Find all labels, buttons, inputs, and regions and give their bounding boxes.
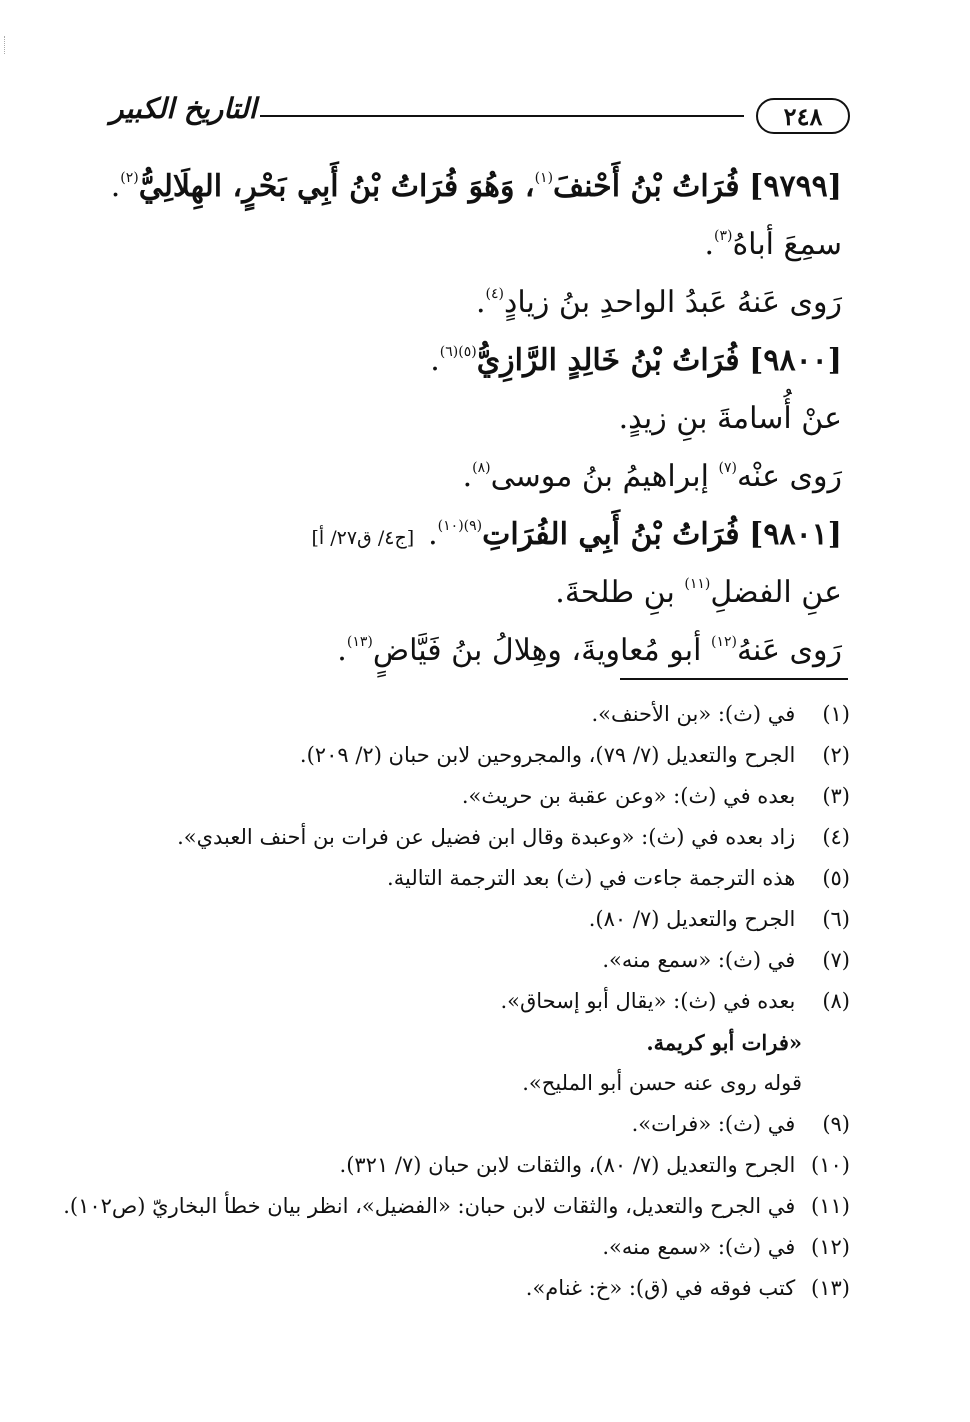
footnote-number: (١٢) [811,1235,850,1259]
footnote-number: (٥) [822,866,850,890]
line-text-rest: أبو مُعاويةَ، وهِلالُ بنُ فَيَّاضٍ [372,633,711,668]
footnote-text: زاد بعده في (ث): «وعبدة وقال ابن فضيل عن فرات بن أحنف العبدي». [177,825,796,849]
line-end: . [462,459,473,494]
footnote-number: (٦) [822,907,850,931]
footnotes [63,694,850,1309]
main-text [110,158,842,680]
entry-name: فُرَاتُ بْنُ خَالِدٍ الرَّازِيُّ [476,343,740,378]
footnote-ref[interactable]: (٢) [120,170,139,186]
entry-line [110,158,842,216]
header-rule [260,115,744,117]
footnote-number: (١١) [811,1194,850,1218]
text-line [122,564,842,622]
footnote-item [110,1268,850,1309]
line-end: . [337,633,347,668]
footnote-item [110,694,850,735]
footnote-ref[interactable]: (٥)(٦) [439,344,477,360]
footnote-item [110,940,850,981]
footnote-text: بعده في (ث): «وعن عقبة بن حريث». [461,784,796,808]
entry-number: [٩٨٠١] [749,517,842,552]
footnote-continuation [110,1063,850,1104]
text-line [122,274,842,332]
entry-name: فُرَاتُ بْنُ أَبِي الفُرَاتِ [482,517,740,552]
footnote-number: (٢) [822,743,850,767]
line-text-rest: إبراهيمُ بنُ موسى [490,459,719,494]
book-title: التاريخ الكبير [110,92,257,125]
footnote-text: في (ث): «بن الأحنف». [591,702,796,726]
line-end: . [704,227,714,262]
footnote-text: «فرات أبو كريمة. [646,1030,802,1055]
footnote-item [110,817,850,858]
footnote-text: كتب فوقه في (ق): «خ: غنام». [525,1276,796,1300]
page-header [110,92,850,142]
manuscript-reference: [ج٤/ ق٢٧/ أ] [311,527,415,549]
line-text: سمِعَ أباهُ [732,227,842,262]
footnote-text: في (ث): «سمع منه». [602,948,796,972]
footnote-number: (٧) [822,948,850,972]
footnote-ref[interactable]: (٣) [714,228,733,244]
footnote-item [63,1186,850,1227]
line-end: . [110,169,121,204]
footnote-ref[interactable]: (١٣) [346,634,373,650]
footnote-ref[interactable]: (٧) [718,460,737,476]
footnote-number: (١) [822,702,850,726]
footnote-item [110,858,850,899]
entry-line [122,332,842,390]
entry-number: [٩٧٩٩] [749,169,842,204]
footnote-ref[interactable]: (١٢) [710,634,737,650]
footnote-divider [620,678,848,680]
text-line [122,622,842,680]
line-end: . [428,517,438,552]
footnote-number: (٤) [822,825,850,849]
footnote-text: في (ث): «سمع منه». [602,1235,796,1259]
text-line [122,390,842,448]
text-line [122,448,842,506]
footnote-item [110,1227,850,1268]
footnote-number: (٣) [822,784,850,808]
entry-line [122,506,842,564]
footnote-item [110,899,850,940]
footnote-ref[interactable]: (٩)(١٠) [437,518,483,534]
footnote-item [110,776,850,817]
page-number-badge: ٢٤٨ [756,98,850,134]
footnote-ref[interactable]: (٤) [485,286,504,302]
entry-name: فُرَاتُ بْنُ أَحْنفَ [553,169,740,204]
entry-number: [٩٨٠٠] [749,343,842,378]
footnote-text: الجرح والتعديل (٧/ ٧٩)، والمجروحين لابن حبان (٢/ ٢٠٩). [299,743,796,767]
footnote-item [110,1145,850,1186]
line-text-rest: بنِ طلحةَ. [555,575,685,610]
footnote-text: بعده في (ث): «يقال أبو إسحاق». [500,989,796,1013]
footnote-number: (١٣) [811,1276,850,1300]
footnote-text: الجرح والتعديل (٧/ ٨٠)، والثقات لابن حبان (٧/ ٣٢١). [339,1153,796,1177]
line-end: . [430,343,440,378]
footnote-text: قوله روى عنه حسن أبو المليح». [522,1071,802,1095]
footnote-text: في (ث): «فرات». [631,1112,796,1136]
line-text: رَوى عَنهُ عَبدُ الواحدِ بنُ زيادٍ [504,285,842,320]
footnote-number: (٨) [822,989,850,1013]
footnote-number: (٩) [822,1112,850,1136]
footnote-text: في الجرح والتعديل، والثقات لابن حبان: «الفضيل»، انظر بيان خطأ البخاريّ (ص١٠٢). [63,1194,796,1218]
line-text: عنِ الفضلِ [710,575,842,610]
footnote-item [110,735,850,776]
line-text: رَوى عنْه [736,459,842,494]
text-line [122,216,842,274]
footnote-continuation [110,1022,850,1063]
scan-edge-mark [4,36,6,54]
footnote-item [110,981,850,1022]
footnote-number: (١٠) [811,1153,850,1177]
line-text: رَوى عَنهُ [736,633,842,668]
footnote-ref[interactable]: (١) [534,170,554,186]
footnote-text: هذه الترجمة جاءت في (ث) بعد الترجمة التالية. [387,866,796,890]
footnote-text: الجرح والتعديل (٧/ ٨٠). [588,907,796,931]
line-end: . [475,285,486,320]
line-text: عنْ أُسامةَ بنِ زيدٍ. [618,401,842,436]
footnote-item [110,1104,850,1145]
footnote-ref[interactable]: (٨) [472,460,491,476]
footnote-ref[interactable]: (١١) [684,576,711,592]
entry-name-rest: ، وَهُوَ فُرَاتُ بْنُ أَبِي بَحْرٍ، الهِلَالِيُّ [138,169,535,204]
